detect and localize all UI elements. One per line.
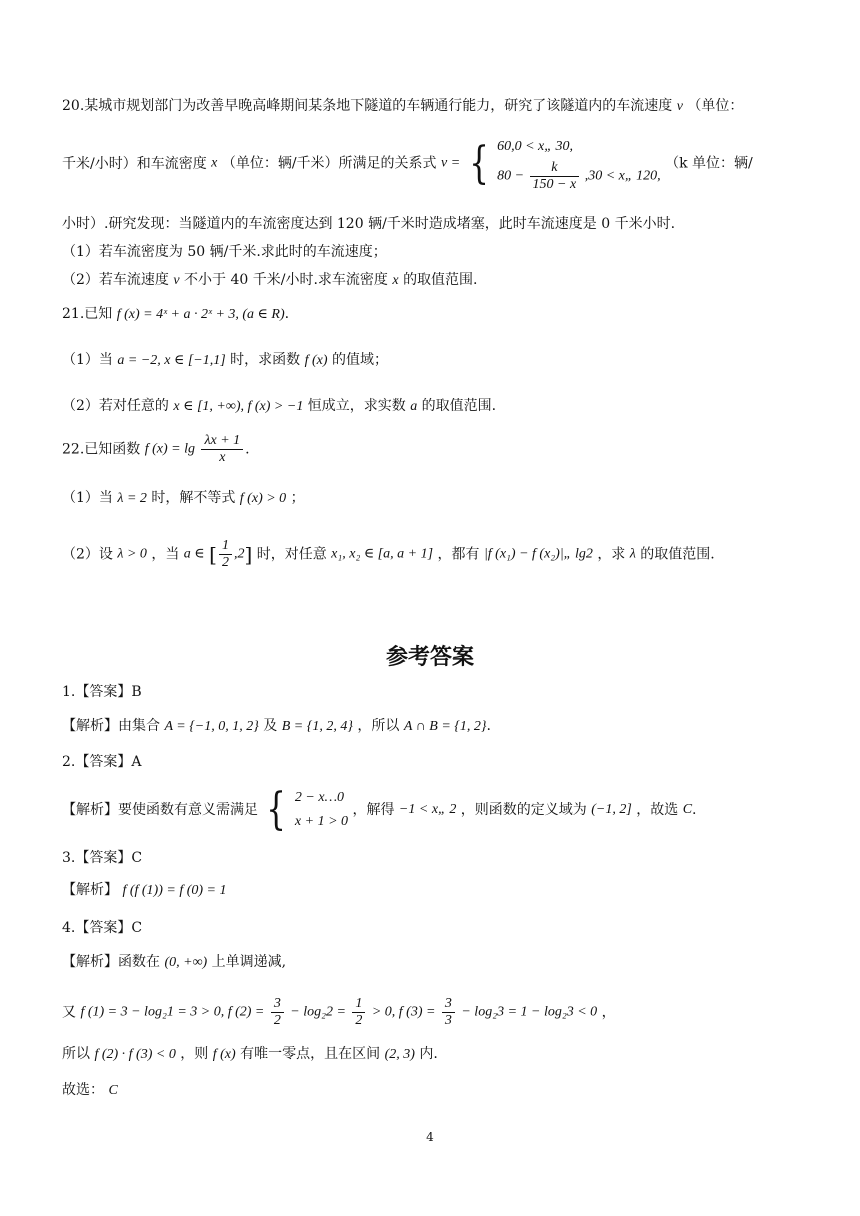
a3-head: 3.【答案】C — [62, 850, 143, 866]
q20-frac-num: k — [530, 160, 580, 177]
a2-domain: (−1, 2] — [591, 802, 632, 817]
q21-p2a: （2）若对任意的 — [62, 398, 169, 414]
a1-setA: A = {−1, 0, 1, 2} — [164, 719, 259, 734]
a4-frac2 — [352, 996, 365, 1029]
a4-l2-e3: > 0, f (3) = — [371, 1004, 436, 1020]
a1-setB: B = {1, 2, 4} — [281, 719, 353, 734]
left-brace: { — [468, 137, 489, 189]
a4-head: 4.【答案】C — [62, 920, 143, 936]
q22-p1a: （1）当 — [62, 490, 113, 506]
q22-p2-rest: ,2 — [233, 546, 245, 562]
a3-exp-a: 【解析】 — [62, 882, 118, 898]
q21-p2-var: a — [410, 399, 418, 414]
a1-exp-b: 及 — [263, 718, 278, 734]
q22-p1-eq: λ = 2 — [117, 491, 147, 506]
a2-exp-c: ，则函数的定义域为 — [460, 802, 587, 818]
a1-result: A ∩ B = {1, 2} — [403, 719, 487, 734]
q22-f-pre: f (x) = lg — [144, 441, 195, 457]
q20-line2 — [62, 134, 753, 193]
a1-exp-c: ，所以 — [357, 718, 400, 734]
q20-case2 — [497, 160, 661, 193]
a2-choice: C — [682, 802, 693, 817]
q22-p2a: （2）设 — [62, 546, 113, 563]
a4-l2b: ， — [601, 1004, 616, 1021]
a2-cond1: 2 − x…0 — [294, 790, 345, 805]
a4-l3-e1: f (2) · f (3) < 0 — [94, 1047, 176, 1062]
q22-p2c: 时，对任意 — [256, 546, 327, 563]
right-bracket: ] — [244, 542, 253, 567]
q20-p2-var-x: x — [392, 273, 399, 288]
a4-frac3-den: 3 — [444, 1013, 452, 1028]
q20-eq-v: v = — [441, 155, 461, 171]
q22-p2-eq1: λ > 0 — [117, 546, 147, 562]
q20-density-text: 千米/小时）和车流密度 — [62, 155, 207, 172]
q21-p2c: 的取值范围. — [421, 398, 497, 414]
a4-l2-e4: − log₂3 = 1 − log₂3 < 0 — [461, 1004, 598, 1020]
a4-line2 — [62, 996, 616, 1029]
q22-line1: 22.已知函数 f (x) = lg $\frac{\lambda x + 1}{x}$ . — [62, 433, 250, 465]
q22-p2-a: a ∈ — [183, 546, 205, 562]
a2-exp-b: ，解得 — [352, 802, 395, 818]
q21-part1 — [62, 350, 388, 371]
q20-var-v: v — [676, 99, 683, 114]
a2-explanation — [62, 786, 697, 834]
q22-half — [219, 538, 232, 571]
q21-line1: 21.已知 f (x) = 4ˣ + a · 2ˣ + 3, (a ∈ R). — [62, 306, 290, 322]
q22-p2-eq2: x₁, x₂ ∈ [a, a + 1] — [331, 546, 434, 562]
q20-var-x: x — [211, 155, 218, 171]
q20-case2-pre: 80 − — [497, 168, 525, 184]
q20-piecewise — [497, 134, 661, 193]
a4-l3-f: f (x) — [212, 1047, 236, 1062]
q22-part2 — [62, 538, 715, 571]
q20-case2-post: ,30 < x„ 120, — [584, 168, 661, 184]
q21-p1-f: f (x) — [304, 353, 328, 368]
q21-p1b: 时，求函数 — [230, 352, 301, 368]
a2-solution: −1 < x„ 2 — [398, 802, 457, 817]
q22-frac-num: λx + 1 — [201, 433, 243, 450]
q20-part2 — [62, 270, 478, 291]
a4-frac1 — [271, 996, 284, 1029]
q20-unit: （单位： — [687, 98, 744, 114]
q20-fraction — [530, 160, 580, 193]
q22-half-den: 2 — [221, 555, 229, 570]
left-bracket: [ — [209, 542, 217, 567]
q21-head: 21.已知 — [62, 306, 113, 322]
a1-exp-a: 【解析】由集合 — [62, 718, 160, 734]
a1-exp-d: . — [486, 718, 491, 734]
q20-p2-text2: 不小于 40 千米/小时.求车流密度 — [184, 272, 388, 288]
a2-system — [295, 786, 348, 834]
a1-explanation — [62, 716, 491, 737]
a2-exp-a: 【解析】要使函数有意义需满足 — [62, 802, 258, 818]
q20-k-unit: （k 单位：辆/ — [665, 155, 753, 172]
q20-p2-text3: 的取值范围. — [403, 272, 478, 288]
a2-exp-d: ，故选 — [636, 802, 679, 818]
q22-p1-ineq: f (x) > 0 — [239, 491, 287, 506]
q20-part1: （1）若车流密度为 50 辆/千米.求此时的车流速度； — [62, 244, 387, 260]
q22-p2f: 的取值范围. — [640, 546, 715, 563]
q21-p2b: 恒成立，求实数 — [307, 398, 406, 414]
a4-frac1-den: 2 — [273, 1013, 281, 1028]
a1-head: 1.【答案】B — [62, 684, 142, 700]
a4-l2-e1: f (1) = 3 − log₂1 = 3 > 0, f (2) = — [80, 1004, 265, 1020]
a4-l4a: 故选： — [62, 1082, 104, 1098]
a4-frac3-num: 3 — [442, 996, 455, 1013]
q20-text: 20.某城市规划部门为改善早晚高峰期间某条地下隧道的车辆通行能力，研究了该隧道内的车流速度 — [62, 98, 673, 114]
q21-eq: f (x) = 4ˣ + a · 2ˣ + 3, (a ∈ R) — [116, 307, 285, 322]
q20-p2-var-v: v — [173, 273, 180, 288]
q20-line1 — [62, 96, 743, 117]
a4-l3b: ，则 — [180, 1046, 209, 1062]
a4-l3-interval: (2, 3) — [384, 1047, 415, 1062]
a2-head: 2.【答案】A — [62, 754, 142, 770]
q22-p2b: ，当 — [151, 546, 180, 563]
a4-l4-choice: C — [108, 1083, 118, 1098]
a4-l1a: 【解析】函数在 — [62, 954, 160, 970]
q22-p2-var: λ — [629, 546, 636, 562]
q21-p1c: 的值域； — [332, 352, 388, 368]
q22-p1b: 时，解不等式 — [151, 490, 236, 506]
q21-part2 — [62, 396, 496, 417]
a4-l1-interval: (0, +∞) — [164, 955, 208, 970]
q22-p1c: ； — [290, 490, 305, 506]
a3-explanation — [62, 880, 227, 901]
q22-p2d: ，都有 — [437, 546, 480, 563]
a2-cond2: x + 1 > 0 — [294, 814, 349, 829]
q20-relation-text: （单位：辆/千米）所满足的关系式 — [221, 155, 437, 172]
a4-l1b: 上单调递减, — [211, 954, 287, 970]
a4-frac2-den: 2 — [355, 1013, 363, 1028]
answers-title: 参考答案 — [385, 645, 474, 670]
q20-line3: 小时）.研究发现：当隧道内的车流密度达到 120 辆/千米时造成堵塞，此时车流速度是 0 千米小时. — [62, 216, 676, 232]
a4-l3a: 所以 — [62, 1046, 90, 1062]
q22-part1 — [62, 488, 305, 509]
q21-p1a: （1）当 — [62, 352, 113, 368]
q21-p2-eq: x ∈ [1, +∞), f (x) > −1 — [173, 399, 304, 414]
a4-l2a: 又 — [62, 1004, 76, 1021]
q20-frac-den: 150 − x — [532, 177, 577, 192]
q22-head: 22.已知函数 — [62, 441, 141, 458]
q21-p1-eq: a = −2, x ∈ [−1,1] — [117, 353, 226, 368]
a4-frac3 — [442, 996, 455, 1029]
q20-case1: 60,0 < x„ 30, — [497, 139, 574, 154]
q22-p2-eq3: |f (x₁) − f (x₂)|„ lg2 — [483, 546, 593, 562]
q22-fraction — [201, 433, 243, 466]
a2-exp-e: . — [692, 802, 697, 818]
q20-p2-text: （2）若车流速度 — [62, 272, 169, 288]
a4-line1 — [62, 952, 286, 973]
q22-p2e: ，求 — [597, 546, 626, 563]
q22-frac-den: x — [219, 450, 226, 465]
a4-l2-e2: − log₂2 = — [290, 1004, 346, 1020]
a4-l3c: 有唯一零点，且在区间 — [240, 1046, 381, 1062]
left-brace: { — [266, 784, 287, 835]
a3-eq: f (f (1)) = f (0) = 1 — [122, 883, 227, 898]
page-number: 4 — [426, 1130, 434, 1144]
a4-line3 — [62, 1044, 438, 1065]
a4-l3d: 内. — [419, 1046, 438, 1062]
a4-frac2-num: 1 — [352, 996, 365, 1013]
a4-line4 — [62, 1080, 118, 1101]
a4-frac1-num: 3 — [271, 996, 284, 1013]
q22-half-num: 1 — [219, 538, 232, 555]
